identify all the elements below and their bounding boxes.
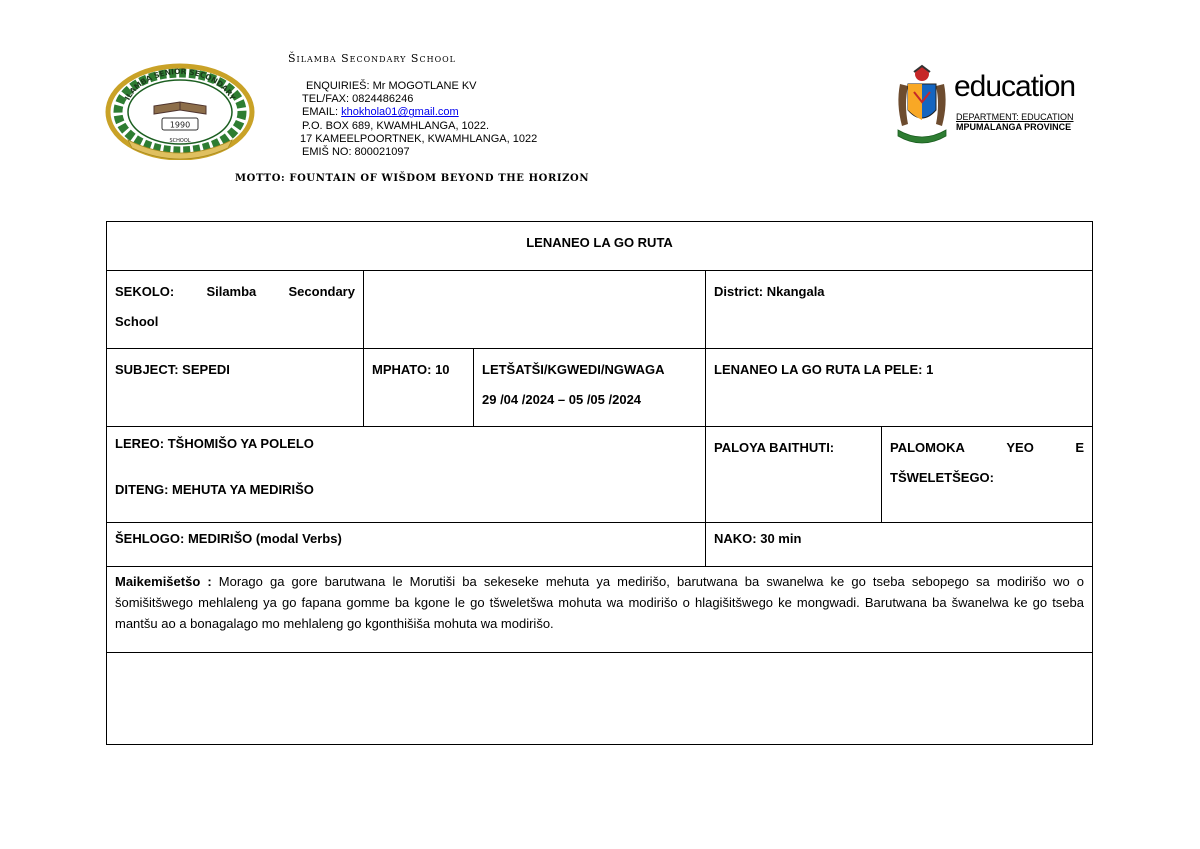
seal-bottom-text: SCHOOL (169, 138, 191, 144)
date-cell (474, 349, 706, 427)
email-line (302, 106, 537, 119)
objectives-text: Morago ga gore barutwana le Morutiši ba sekeseke mehuta ya medirišo, barutwana ba swanelwa ke go tseba sebopego sa modirišo wo o šomišitšwego mehlaleng ya go fapana gomme ba kgone le go tšweletšwa mohuta wa modirišo o hlagišitšwego ke mongwadi. Barutwana ba šwanelwa ke go tseba mantšu ao a bonagalago mo mehlaleng go kgonthišiša mohuta wa modirišo. (115, 574, 1085, 631)
sehlogo-cell: ŠEHLOGO: MEDIRIŠO (modal Verbs) (107, 523, 706, 567)
seal-arc-text: ILAMBA SENIOR SECONDARY (122, 66, 238, 102)
palomoka-word-1: PALOMOKA (890, 440, 965, 455)
district-cell: District: Nkangala (706, 271, 1093, 349)
lesson-plan-table (106, 221, 1093, 745)
coat-of-arms-icon (892, 64, 952, 148)
table-title: LENANEO LA GO RUTA (107, 222, 1093, 271)
school-motto: MOTTO: FOUNTAIN OF WIŠDOM BEYOND THE HORIZON (235, 173, 590, 184)
palomoka-line (890, 433, 1084, 463)
education-department-label (956, 112, 1074, 132)
palomoka-word-3: E (1075, 440, 1085, 455)
email-link[interactable]: khokhola01@gmail.com (341, 106, 459, 119)
paloya-cell: PALOYA BAITHUTI: (706, 427, 882, 523)
sehlogo-row (107, 523, 1093, 567)
blank-cell (107, 653, 1093, 745)
subject-row (107, 349, 1093, 427)
pobox-line: P.O. BOX 689, KWAMHLANGA, 1022. (302, 119, 490, 132)
school-name: Šilamba Secondary School (288, 52, 456, 65)
dept-line-1: DEPARTMENT: EDUCATION (956, 112, 1074, 122)
email-label: EMAIL: (302, 106, 342, 119)
empty-cell (364, 271, 706, 349)
subject-cell: SUBJECT: SEPEDI (107, 349, 364, 427)
sekolo-word-3: Secondary (288, 284, 355, 299)
diteng-text: DITENG: MEHUTA YA MEDIRIŠO (115, 482, 314, 497)
date-label: LETŠATŠI/KGWEDI/NGWAGA (482, 362, 665, 377)
palomoka-cell (882, 427, 1093, 523)
sekolo-line (115, 277, 355, 307)
lereo-cell (107, 427, 706, 523)
objectives-row (107, 567, 1093, 653)
seal-year: 1990 (169, 120, 191, 130)
date-value: 29 /04 /2024 – 05 /05 /2024 (482, 392, 642, 407)
sekolo-cell (107, 271, 364, 349)
blank-row (107, 653, 1093, 745)
telfax-line: TEL/FAX: 0824486246 (302, 93, 414, 106)
objectives-cell (107, 567, 1093, 653)
school-seal-logo (104, 62, 256, 160)
title-row (107, 222, 1093, 271)
objectives-label: Maikemišetšo : (115, 574, 212, 589)
sekolo-word-1: SEKOLO: (115, 284, 175, 299)
contact-block (302, 80, 537, 159)
palomoka-rest: TŠWELETŠEGO: (890, 470, 994, 485)
topic-row (107, 427, 1093, 523)
sekolo-word-2: Silamba (206, 284, 257, 299)
street-line: 17 KAMEELPOORTNEK, KWAMHLANGA, 1022 (300, 132, 538, 145)
enquiries-line: ENQUIRIEŠ: Mr MOGOTLANE KV (306, 80, 477, 92)
lenaneo-pele-cell: LENANEO LA GO RUTA LA PELE: 1 (706, 349, 1093, 427)
mphato-cell: MPHATO: 10 (364, 349, 474, 427)
palomoka-word-2: YEO (1006, 440, 1034, 455)
lereo-text: LEREO: TŠHOMIŠO YA POLELO (115, 436, 314, 451)
sekolo-rest: School (115, 314, 159, 329)
school-row (107, 271, 1093, 349)
dept-line-2: MPUMALANGA PROVINCE (956, 122, 1072, 132)
emis-line: EMIŠ NO: 800021097 (302, 146, 410, 159)
education-wordmark: education (954, 70, 1076, 103)
nako-cell: NAKO: 30 min (706, 523, 1093, 567)
